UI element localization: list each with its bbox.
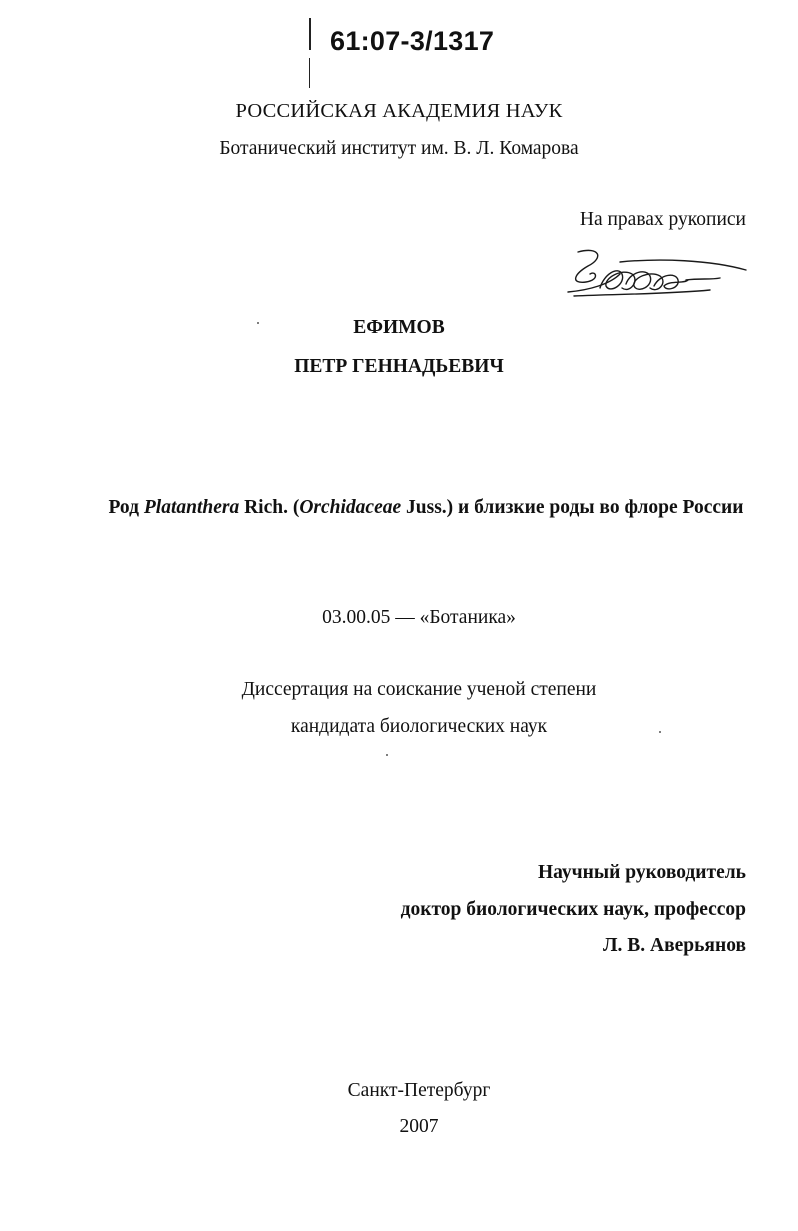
catalog-number: 61:07-3/1317 [330, 26, 495, 56]
institute-name: Ботанический институт им. В. Л. Комарова [219, 138, 579, 159]
title-part: Род [108, 497, 144, 518]
supervisor-label: Научный руководитель [538, 862, 746, 883]
dissertation-title [0, 497, 798, 519]
scan-speck [386, 754, 388, 756]
title-genus: Platanthera [143, 497, 240, 518]
author-given-names: ПЕТР ГЕННАДЬЕВИЧ [294, 356, 504, 377]
manuscript-note: На правах рукописи [579, 209, 746, 230]
title-family: Orchidaceae [299, 497, 402, 518]
scan-speck [659, 731, 661, 733]
academy-name: РОССИЙСКАЯ АКАДЕМИЯ НАУК [235, 100, 563, 122]
margin-line [309, 18, 311, 50]
title-part: Juss.) и близкие роды во флоре России [401, 497, 744, 518]
supervisor-degree: доктор биологических наук, профессор [400, 899, 746, 920]
author-surname: ЕФИМОВ [353, 317, 445, 338]
signature-image [560, 244, 750, 304]
supervisor-name: Л. В. Аверьянов [602, 935, 746, 956]
degree-line-2: кандидата биологических наук [290, 716, 548, 737]
degree-line-1: Диссертация на соискание ученой степени [241, 679, 597, 700]
year: 2007 [399, 1116, 439, 1137]
city: Санкт-Петербург [347, 1080, 491, 1101]
scan-speck [257, 322, 259, 324]
title-part: Rich. ( [239, 497, 300, 518]
specialty-code: 03.00.05 — «Ботаника» [322, 607, 516, 628]
margin-line-lower [309, 58, 310, 88]
